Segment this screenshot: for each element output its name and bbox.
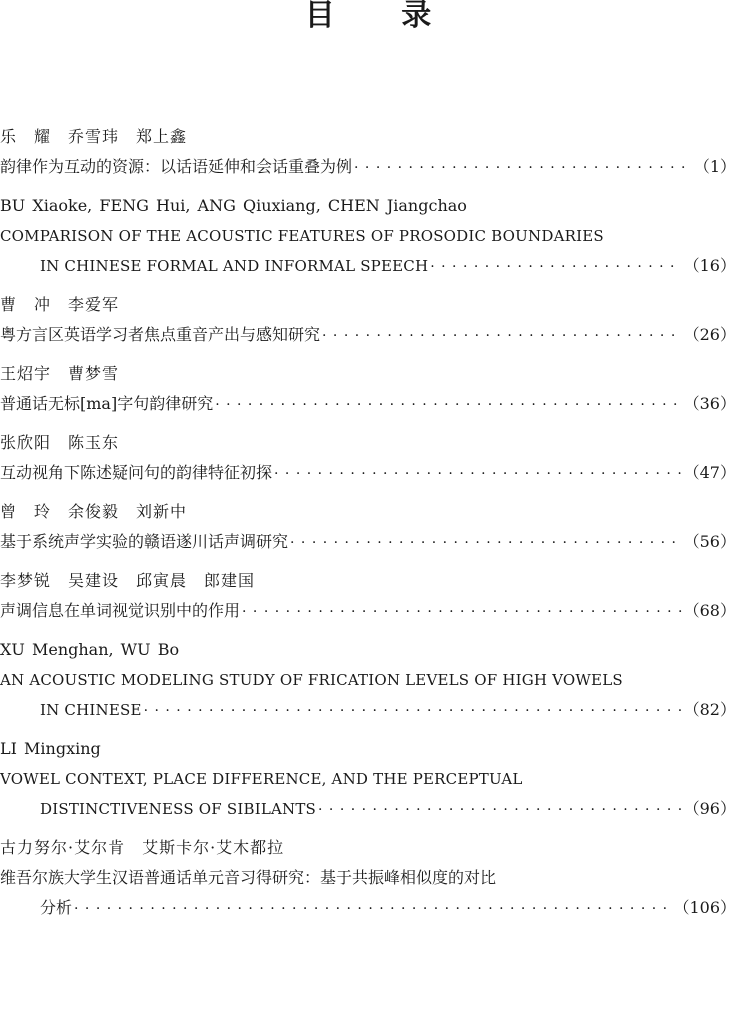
toc-entry — [0, 497, 736, 557]
entry-authors: XU Menghan, WU Bo — [0, 640, 180, 659]
dot-leader — [242, 597, 682, 627]
entry-title: COMPARISON OF THE ACOUSTIC FEATURES OF PROSODIC BOUNDARIES — [0, 227, 604, 245]
entry-title: 维吾尔族大学生汉语普通话单元音习得研究：基于共振峰相似度的对比 — [0, 868, 497, 887]
toc-entry — [0, 191, 736, 281]
entry-title: DISTINCTIVENESS OF SIBILANTS — [40, 800, 317, 818]
entry-title-line[interactable] — [0, 764, 736, 794]
entry-title: 声调信息在单词视觉识别中的作用 — [0, 601, 241, 620]
toc-entry — [0, 290, 736, 350]
entry-authors: BU Xiaoke, FENG Hui, ANG Qiuxiang, CHEN Jiangchao — [0, 196, 467, 215]
page-number: （1） — [693, 157, 736, 176]
entry-title: 粤方言区英语学习者焦点重音产出与感知研究 — [0, 325, 321, 344]
dot-leader — [322, 321, 682, 351]
entry-title-line[interactable] — [0, 527, 736, 557]
page-number: （47） — [683, 463, 736, 482]
page-number: （36） — [683, 394, 736, 413]
dot-leader — [354, 153, 692, 183]
entry-authors: 乐 耀 乔雪玮 郑上鑫 — [0, 127, 188, 146]
entry-title-line[interactable] — [0, 221, 736, 251]
entry-title-line[interactable] — [0, 893, 736, 923]
entry-authors: 曹 冲 李爱军 — [0, 295, 120, 314]
entry-authors: 古力努尔·艾尔肯 艾斯卡尔·艾木都拉 — [0, 838, 285, 857]
table-of-contents — [0, 122, 736, 932]
entry-title: 基于系统声学实验的赣语遂川话声调研究 — [0, 532, 289, 551]
entry-title-line[interactable] — [0, 794, 736, 824]
entry-title-line[interactable] — [0, 695, 736, 725]
page-number: （82） — [683, 700, 736, 719]
entry-title: IN CHINESE FORMAL AND INFORMAL SPEECH — [40, 257, 429, 275]
toc-entry — [0, 734, 736, 824]
page-number: （56） — [683, 532, 736, 551]
entry-title-line[interactable] — [0, 863, 736, 893]
entry-authors: LI Mingxing — [0, 739, 101, 758]
page-number: （106） — [673, 898, 736, 917]
toc-entry — [0, 428, 736, 488]
entry-authors: 李梦锐 吴建设 邱寅晨 郎建国 — [0, 571, 256, 590]
entry-title: IN CHINESE — [40, 701, 142, 719]
entry-title: 分析 — [40, 898, 73, 917]
entry-title-line[interactable] — [0, 320, 736, 350]
page-title: 目 录 — [304, 0, 460, 33]
entry-title: AN ACOUSTIC MODELING STUDY OF FRICATION LEVELS OF HIGH VOWELS — [0, 671, 623, 689]
page-number: （96） — [683, 799, 736, 818]
dot-leader — [74, 894, 671, 924]
page-number: （68） — [683, 601, 736, 620]
toc-entry — [0, 833, 736, 923]
entry-title-line[interactable] — [0, 665, 736, 695]
entry-title-line[interactable] — [0, 152, 736, 182]
entry-authors: 张欣阳 陈玉东 — [0, 433, 120, 452]
dot-leader — [318, 795, 682, 825]
dot-leader — [290, 528, 682, 558]
dot-leader — [274, 459, 682, 489]
dot-leader — [144, 696, 682, 726]
toc-entry — [0, 635, 736, 725]
entry-title-line[interactable] — [0, 596, 736, 626]
dot-leader — [430, 252, 681, 282]
entry-title: 韵律作为互动的资源：以话语延伸和会话重叠为例 — [0, 157, 353, 176]
entry-title-line[interactable] — [0, 458, 736, 488]
toc-entry — [0, 359, 736, 419]
entry-title: VOWEL CONTEXT, PLACE DIFFERENCE, AND THE PERCEPTUAL — [0, 770, 523, 788]
entry-title: 普通话无标[ma]字句韵律研究 — [0, 394, 214, 413]
toc-entry — [0, 122, 736, 182]
entry-title: 互动视角下陈述疑问句的韵律特征初探 — [0, 463, 273, 482]
dot-leader — [215, 390, 681, 420]
entry-title-line[interactable] — [0, 389, 736, 419]
entry-title-line[interactable] — [0, 251, 736, 281]
entry-authors: 王炤宇 曹梦雪 — [0, 364, 120, 383]
page-number: （26） — [683, 325, 736, 344]
page-number: （16） — [683, 256, 736, 275]
toc-entry — [0, 566, 736, 626]
entry-authors: 曾 玲 余俊毅 刘新中 — [0, 502, 188, 521]
